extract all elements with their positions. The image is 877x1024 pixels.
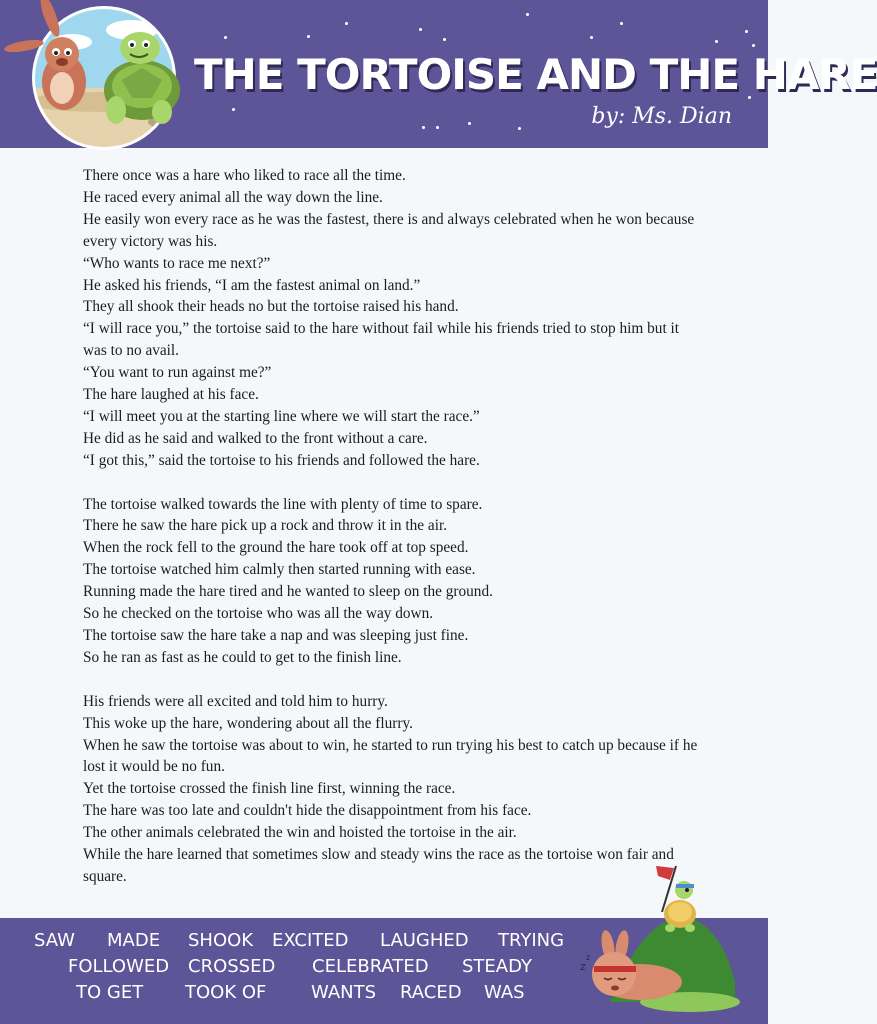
story-line: When he saw the tortoise was about to win, he started to run trying his best to catch up because if he lost it would be no fun. bbox=[83, 736, 698, 776]
story-line: Running made the hare tired and he wanted to sleep on the ground. bbox=[83, 583, 493, 601]
word-bank-item: WAS bbox=[484, 982, 525, 1003]
word-bank-item: EXCITED bbox=[272, 930, 349, 951]
story-line: There once was a hare who liked to race all the time. bbox=[83, 167, 406, 184]
word-bank-item: STEADY bbox=[462, 956, 532, 977]
story-line: The other animals celebrated the win and hoisted the tortoise in the air. bbox=[83, 824, 517, 842]
svg-text:z: z bbox=[586, 953, 591, 962]
story-line: He did as he said and walked to the front without a care. bbox=[83, 429, 428, 447]
word-bank-item: RACED bbox=[400, 982, 462, 1003]
star-decoration bbox=[745, 30, 748, 33]
word-bank-item: CROSSED bbox=[188, 956, 276, 977]
star-decoration bbox=[752, 44, 755, 47]
story-line: The tortoise watched him calmly then started running with ease. bbox=[83, 561, 476, 579]
story-line: When the rock fell to the ground the hare took off at top speed. bbox=[83, 539, 469, 557]
star-decoration bbox=[419, 28, 422, 31]
star-decoration bbox=[307, 35, 310, 38]
word-bank-item: TO GET bbox=[76, 982, 144, 1003]
story-line: His friends were all excited and told him to hurry. bbox=[83, 692, 388, 710]
star-decoration bbox=[715, 40, 718, 43]
story-line: They all shook their heads no but the tortoise raised his hand. bbox=[83, 298, 459, 316]
star-decoration bbox=[224, 36, 227, 39]
star-decoration bbox=[518, 127, 521, 130]
story-line: “You want to run against me?” bbox=[83, 364, 272, 382]
page-title: THE TORTOISE AND THE HARE bbox=[194, 50, 877, 99]
story-line: He raced every animal all the way down the line. bbox=[83, 188, 383, 206]
star-decoration bbox=[345, 22, 348, 25]
word-bank-item: TRYING bbox=[498, 930, 565, 951]
story-line: The hare was too late and couldn't hide the disappointment from his face. bbox=[83, 802, 532, 820]
story-line: So he checked on the tortoise who was all the way down. bbox=[83, 605, 434, 623]
word-bank-item: WANTS bbox=[311, 982, 377, 1003]
story-line: He asked his friends, “I am the fastest animal on land.” bbox=[83, 276, 421, 294]
word-bank-item: SAW bbox=[34, 930, 75, 951]
word-bank-item: CELEBRATED bbox=[312, 956, 429, 977]
story-line: “Who wants to race me next?” bbox=[83, 254, 271, 272]
star-decoration bbox=[422, 126, 425, 129]
word-bank-item: LAUGHED bbox=[380, 930, 469, 951]
star-decoration bbox=[620, 22, 623, 25]
story-line: This woke up the hare, wondering about all the flurry. bbox=[83, 714, 413, 732]
story-line: So he ran as fast as he could to get to the finish line. bbox=[83, 648, 402, 666]
header-banner bbox=[0, 0, 877, 148]
star-decoration bbox=[436, 126, 439, 129]
story-line: The hare laughed at his face. bbox=[83, 386, 259, 404]
star-decoration bbox=[232, 108, 235, 111]
tortoise-and-hare-illustration bbox=[12, 2, 186, 152]
sleeping-hare-and-tortoise-with-flag bbox=[570, 862, 750, 1022]
story-line: There he saw the hare pick up a rock and throw it in the air. bbox=[83, 517, 448, 535]
word-bank-item: MADE bbox=[107, 930, 161, 951]
paragraph-break bbox=[83, 669, 703, 691]
story-line: The tortoise walked towards the line with plenty of time to spare. bbox=[83, 495, 483, 513]
star-decoration bbox=[443, 38, 446, 41]
word-bank-item: FOLLOWED bbox=[68, 956, 170, 977]
star-decoration bbox=[590, 36, 593, 39]
story-line: He easily won every race as he was the fastest, there is and always celebrated when he won because every victory was his. bbox=[83, 210, 695, 250]
word-bank-item: TOOK OF bbox=[185, 982, 267, 1003]
star-decoration bbox=[526, 13, 529, 16]
story-line: While the hare learned that sometimes slow and steady wins the race as the tortoise won fair and square. bbox=[83, 846, 674, 885]
story-text bbox=[83, 165, 703, 888]
paragraph-break bbox=[83, 472, 703, 494]
story-line: Yet the tortoise crossed the finish line first, winning the race. bbox=[83, 780, 456, 798]
story-line: The tortoise saw the hare take a nap and was sleeping just fine. bbox=[83, 627, 469, 645]
star-decoration bbox=[468, 122, 471, 125]
story-line: “I got this,” said the tortoise to his friends and followed the hare. bbox=[83, 451, 480, 469]
word-bank-item: SHOOK bbox=[188, 930, 254, 951]
story-line: “I will meet you at the starting line where we will start the race.” bbox=[83, 407, 480, 425]
svg-text:z: z bbox=[580, 960, 586, 973]
author-byline: by: Ms. Dian bbox=[591, 104, 732, 129]
story-line: “I will race you,” the tortoise said to the hare without fail while his friends tried to stop him but it was to no avail. bbox=[83, 320, 680, 360]
